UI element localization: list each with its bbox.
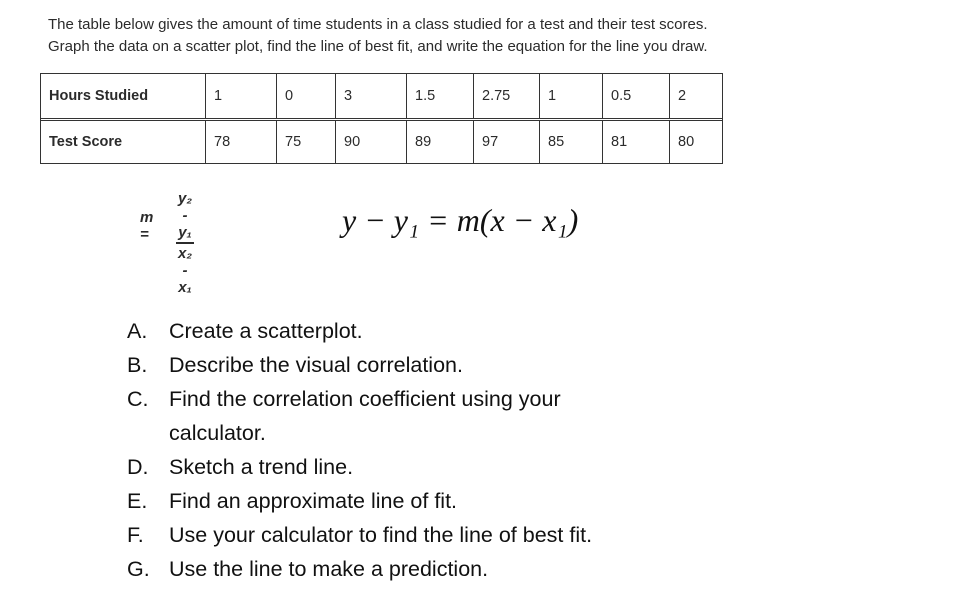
- table-cell: 75: [277, 121, 336, 164]
- task-text: Sketch a trend line.: [169, 455, 354, 479]
- task-item-b: [127, 348, 639, 382]
- table-cell: 81: [603, 121, 670, 164]
- table-cell: 0.5: [603, 74, 670, 119]
- task-item-a: [127, 314, 639, 348]
- table-cell: 1.5: [407, 74, 474, 119]
- task-item-g: [127, 552, 639, 586]
- row-label-hours: Hours Studied: [41, 74, 206, 119]
- task-text: Find an approximate line of fit.: [169, 489, 458, 513]
- slope-fraction: [176, 190, 194, 296]
- slope-lhs: m =: [140, 209, 154, 243]
- data-table: [40, 73, 723, 164]
- table-cell: 90: [336, 121, 407, 164]
- table-cell: 3: [336, 74, 407, 119]
- table-cell: 1: [206, 74, 277, 119]
- table-cell: 1: [540, 74, 603, 119]
- task-letter: D.: [127, 455, 149, 479]
- table-row-hours: [41, 74, 723, 119]
- task-text: Describe the visual correlation.: [169, 353, 463, 377]
- table-cell: 80: [670, 121, 723, 164]
- table-cell: 97: [474, 121, 540, 164]
- task-letter: B.: [127, 353, 148, 377]
- task-item-f: [127, 518, 639, 552]
- table-cell: 78: [206, 121, 277, 164]
- task-text: Find the correlation coefficient using your calculator.: [169, 387, 561, 445]
- task-text: Use the line to make a prediction.: [169, 557, 489, 581]
- task-text: Use your calculator to find the line of best fit.: [169, 523, 593, 547]
- task-letter: A.: [127, 319, 148, 343]
- task-item-c: [127, 382, 639, 450]
- table-cell: 2.75: [474, 74, 540, 119]
- instructions-line-2: Graph the data on a scatter plot, find the line of best fit, and write the equation for the line you draw.: [48, 38, 708, 55]
- task-item-d: [127, 450, 639, 484]
- table-cell: 2: [670, 74, 723, 119]
- point-slope-formula: y − y₁ = m(x − x₁): [342, 202, 579, 238]
- task-text: Create a scatterplot.: [169, 319, 363, 343]
- instructions: [48, 14, 948, 58]
- row-label-score: Test Score: [41, 121, 206, 164]
- slope-numerator: y₂ - y₁: [178, 190, 193, 241]
- table-row-score: [41, 121, 723, 164]
- task-list: [127, 314, 639, 586]
- slope-denominator: x₂ - x₁: [178, 245, 193, 296]
- task-letter: E.: [127, 489, 148, 513]
- table-cell: 0: [277, 74, 336, 119]
- task-letter: C.: [127, 387, 149, 411]
- fraction-bar: [176, 242, 194, 244]
- table-cell: 85: [540, 121, 603, 164]
- table-cell: 89: [407, 121, 474, 164]
- task-letter: F.: [127, 523, 144, 547]
- task-item-e: [127, 484, 639, 518]
- task-letter: G.: [127, 557, 150, 581]
- instructions-line-1: The table below gives the amount of time students in a class studied for a test and their test scores.: [48, 16, 708, 33]
